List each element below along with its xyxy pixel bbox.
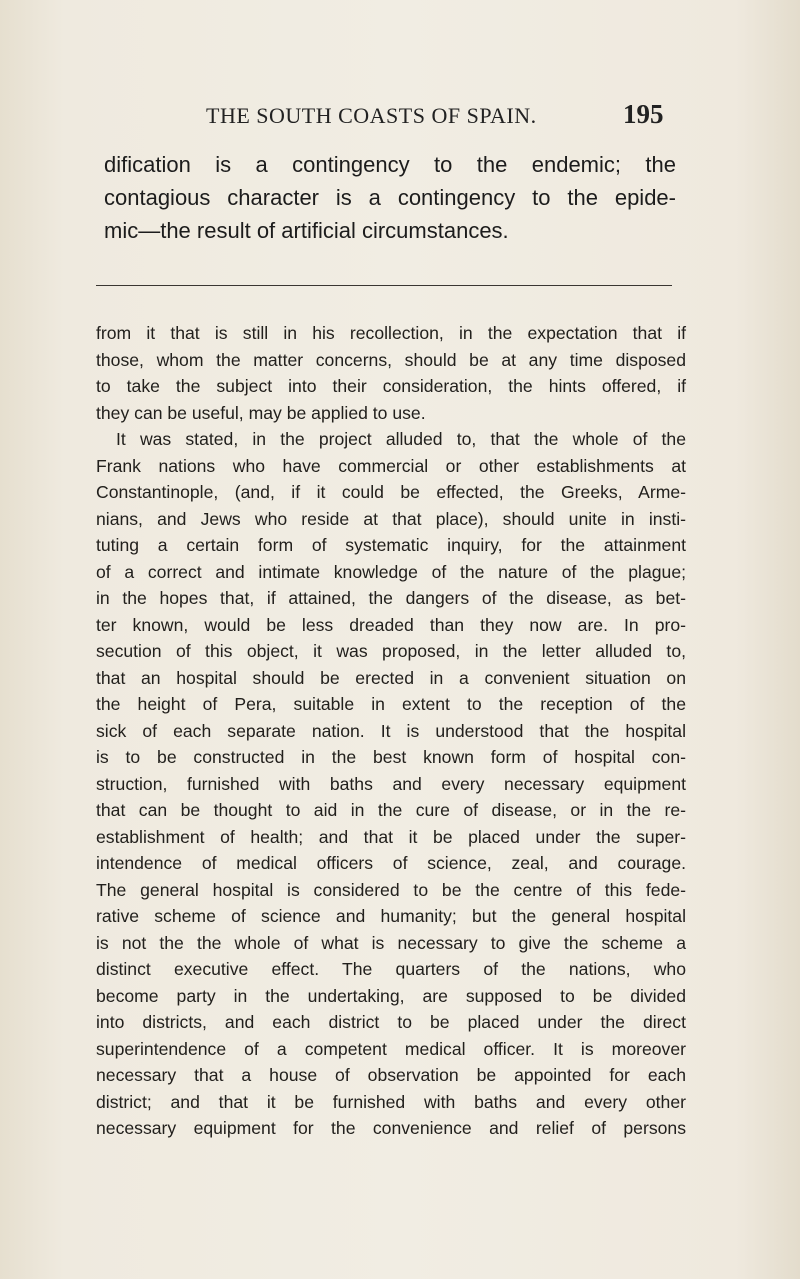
text-line: superintendence of a competent medical officer. It is moreover bbox=[96, 1038, 686, 1059]
text-line: is not the the whole of what is necessary to give the scheme a bbox=[96, 932, 686, 953]
text-line: struction, furnished with baths and every necessary equipment bbox=[96, 773, 686, 794]
text-line: ter known, would be less dreaded than they now are. In pro- bbox=[96, 614, 686, 635]
text-line: necessary equipment for the convenience and relief of persons bbox=[96, 1118, 686, 1138]
text-line: The general hospital is considered to be the centre of this fede- bbox=[96, 879, 686, 900]
text-line: in the hopes that, if attained, the dangers of the disease, as bet- bbox=[96, 588, 686, 608]
page-header bbox=[0, 99, 800, 133]
text-line: tuting a certain form of systematic inquiry, for the attainment bbox=[96, 535, 686, 555]
text-line: district; and that it be furnished with baths and every other bbox=[96, 1091, 686, 1112]
text-line: distinct executive effect. The quarters of the nations, who bbox=[96, 959, 686, 979]
text-line: intendence of medical officers of science, zeal, and courage. bbox=[96, 853, 686, 873]
text-line: that an hospital should be erected in a convenient situation on bbox=[96, 667, 686, 688]
text-line: from it that is still in his recollection, in the expectation that if bbox=[96, 323, 686, 343]
running-title: THE SOUTH COASTS OF SPAIN. bbox=[206, 103, 537, 128]
text-line: necessary that a house of observation be appointed for each bbox=[96, 1065, 686, 1085]
text-line: to take the subject into their consideration, the hints offered, if bbox=[96, 376, 686, 396]
text-line: is to be constructed in the best known form of hospital con- bbox=[96, 747, 686, 767]
footnote-text bbox=[96, 320, 686, 1142]
text-line: Constantinople, (and, if it could be effected, the Greeks, Arme- bbox=[96, 482, 686, 502]
footnote-paragraph bbox=[96, 320, 686, 426]
text-line: of a correct and intimate knowledge of the nature of the plague; bbox=[96, 561, 686, 582]
text-line: It was stated, in the project alluded to, that the whole of the bbox=[116, 429, 686, 449]
text-line: rative scheme of science and humanity; but the general hospital bbox=[96, 906, 686, 926]
text-line: dification is a contingency to the endemic; the bbox=[104, 152, 676, 177]
text-line: those, whom the matter concerns, should be at any time disposed bbox=[96, 349, 686, 370]
text-line: into districts, and each district to be placed under the direct bbox=[96, 1012, 686, 1032]
text-line: become party in the undertaking, are supposed to be divided bbox=[96, 985, 686, 1006]
text-line: secution of this object, it was proposed, in the letter alluded to, bbox=[96, 641, 686, 661]
lead-paragraph bbox=[104, 148, 676, 247]
text-line: they can be useful, may be applied to use. bbox=[96, 402, 426, 423]
text-line: nians, and Jews who reside at that place), should unite in insti- bbox=[96, 508, 686, 529]
text-line: establishment of health; and that it be placed under the super- bbox=[96, 826, 686, 847]
footnote-divider bbox=[96, 285, 672, 286]
text-line: mic—the result of artificial circumstances. bbox=[104, 218, 509, 243]
text-line: the height of Pera, suitable in extent to the reception of the bbox=[96, 694, 686, 714]
text-line: sick of each separate nation. It is understood that the hospital bbox=[96, 720, 686, 741]
page-number: 195 bbox=[623, 99, 664, 129]
text-line: Frank nations who have commercial or other establishments at bbox=[96, 455, 686, 476]
footnote-paragraph bbox=[96, 426, 686, 1142]
text-line: that can be thought to aid in the cure of disease, or in the re- bbox=[96, 800, 686, 820]
text-line: contagious character is a contingency to the epide- bbox=[104, 185, 676, 210]
